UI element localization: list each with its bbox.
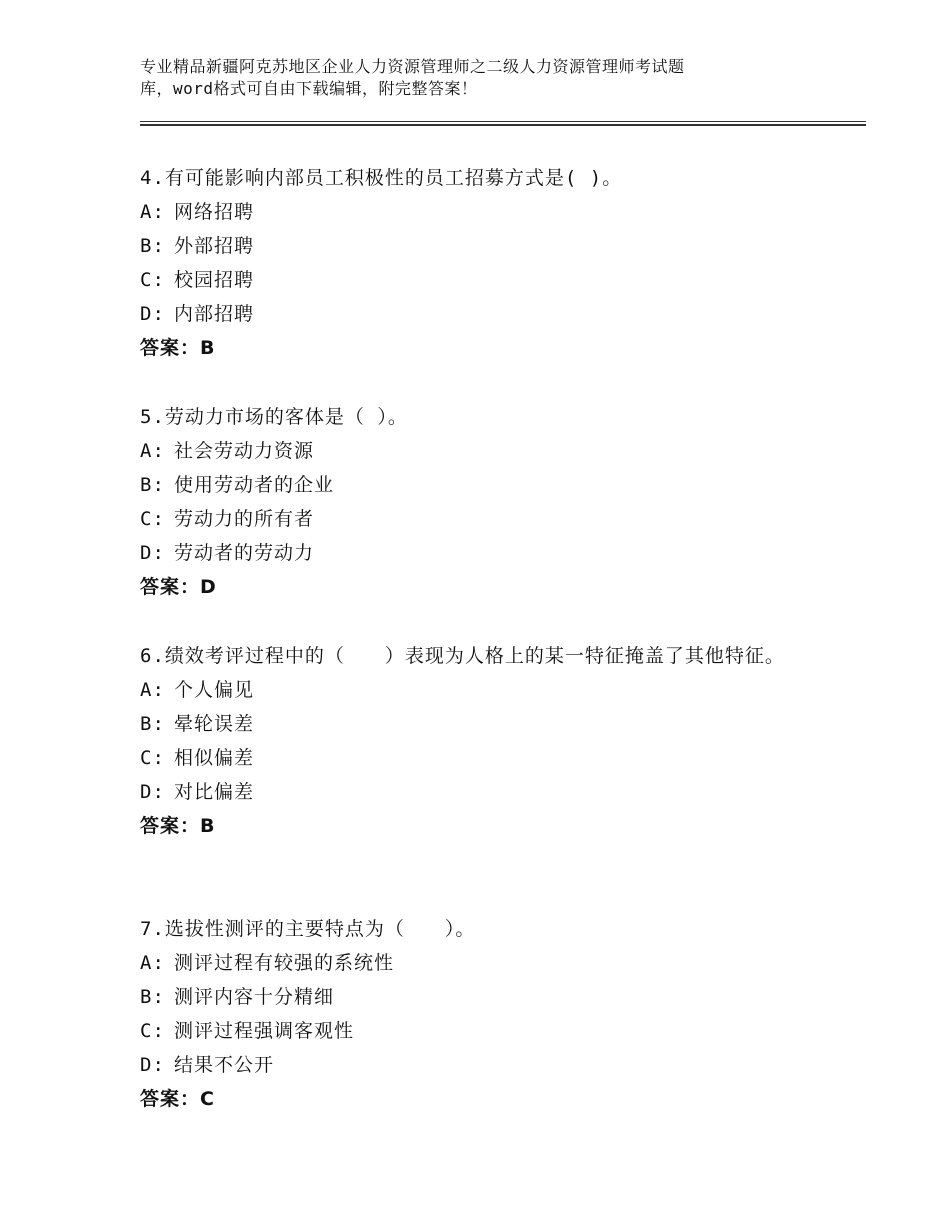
option-b (140, 982, 820, 1012)
option-letter: A: (140, 440, 165, 462)
option-d (140, 777, 820, 807)
option-letter: C: (140, 1020, 165, 1042)
option-text: 测评过程强调客观性 (174, 1020, 355, 1042)
option-letter: D: (140, 781, 165, 803)
option-letter: B: (140, 986, 165, 1008)
option-letter: A: (140, 952, 165, 974)
question-block (140, 914, 820, 1114)
option-letter: B: (140, 474, 165, 496)
option-letter: B: (140, 713, 165, 735)
question-stem: 4.有可能影响内部员工积极性的员工招募方式是( )。 (140, 167, 623, 189)
question-block (140, 163, 820, 363)
option-d (140, 1050, 820, 1080)
option-text: 结果不公开 (174, 1054, 275, 1076)
option-letter: B: (140, 235, 165, 257)
option-letter: D: (140, 1054, 165, 1076)
option-text: 外部招聘 (174, 235, 255, 257)
option-text: 使用劳动者的企业 (174, 474, 335, 496)
option-text: 内部招聘 (174, 303, 255, 325)
option-a (140, 675, 820, 705)
question-block (140, 641, 820, 841)
option-b (140, 709, 820, 739)
option-letter: C: (140, 508, 165, 530)
question-stem: 6.绩效考评过程中的（ ）表现为人格上的某一特征掩盖了其他特征。 (140, 645, 785, 667)
option-text: 劳动力的所有者 (174, 508, 315, 530)
option-letter: A: (140, 201, 165, 223)
header-divider-thick (140, 124, 866, 126)
option-a (140, 436, 820, 466)
option-b (140, 231, 820, 261)
question-stem: 5.劳动力市场的客体是（ ）。 (140, 406, 408, 428)
header-line-1: 专业精品新疆阿克苏地区企业人力资源管理师之二级人力资源管理师考试题 (140, 57, 685, 76)
option-a (140, 948, 820, 978)
option-text: 相似偏差 (174, 747, 255, 769)
option-text: 网络招聘 (174, 201, 255, 223)
option-c (140, 265, 820, 295)
option-letter: D: (140, 542, 165, 564)
option-letter: A: (140, 679, 165, 701)
answer-line: 答案：B (140, 815, 216, 837)
header-line-2: 库，word格式可自由下载编辑，附完整答案！ (140, 79, 478, 98)
answer-line: 答案：B (140, 337, 216, 359)
option-c (140, 1016, 820, 1046)
option-c (140, 743, 820, 773)
option-letter: C: (140, 269, 165, 291)
option-letter: D: (140, 303, 165, 325)
option-text: 晕轮误差 (174, 713, 255, 735)
document-header (140, 56, 780, 100)
option-d (140, 538, 820, 568)
option-text: 测评内容十分精细 (174, 986, 335, 1008)
option-letter: C: (140, 747, 165, 769)
option-text: 个人偏见 (174, 679, 255, 701)
question-stem: 7.选拔性测评的主要特点为（ ）。 (140, 918, 476, 940)
answer-line: 答案：D (140, 576, 217, 598)
header-divider (140, 121, 866, 122)
option-text: 劳动者的劳动力 (174, 542, 315, 564)
question-block (140, 402, 820, 602)
option-text: 校园招聘 (174, 269, 255, 291)
option-text: 社会劳动力资源 (174, 440, 315, 462)
option-text: 测评过程有较强的系统性 (174, 952, 395, 974)
option-a (140, 197, 820, 227)
option-text: 对比偏差 (174, 781, 255, 803)
answer-line: 答案：C (140, 1088, 215, 1110)
option-d (140, 299, 820, 329)
option-c (140, 504, 820, 534)
option-b (140, 470, 820, 500)
